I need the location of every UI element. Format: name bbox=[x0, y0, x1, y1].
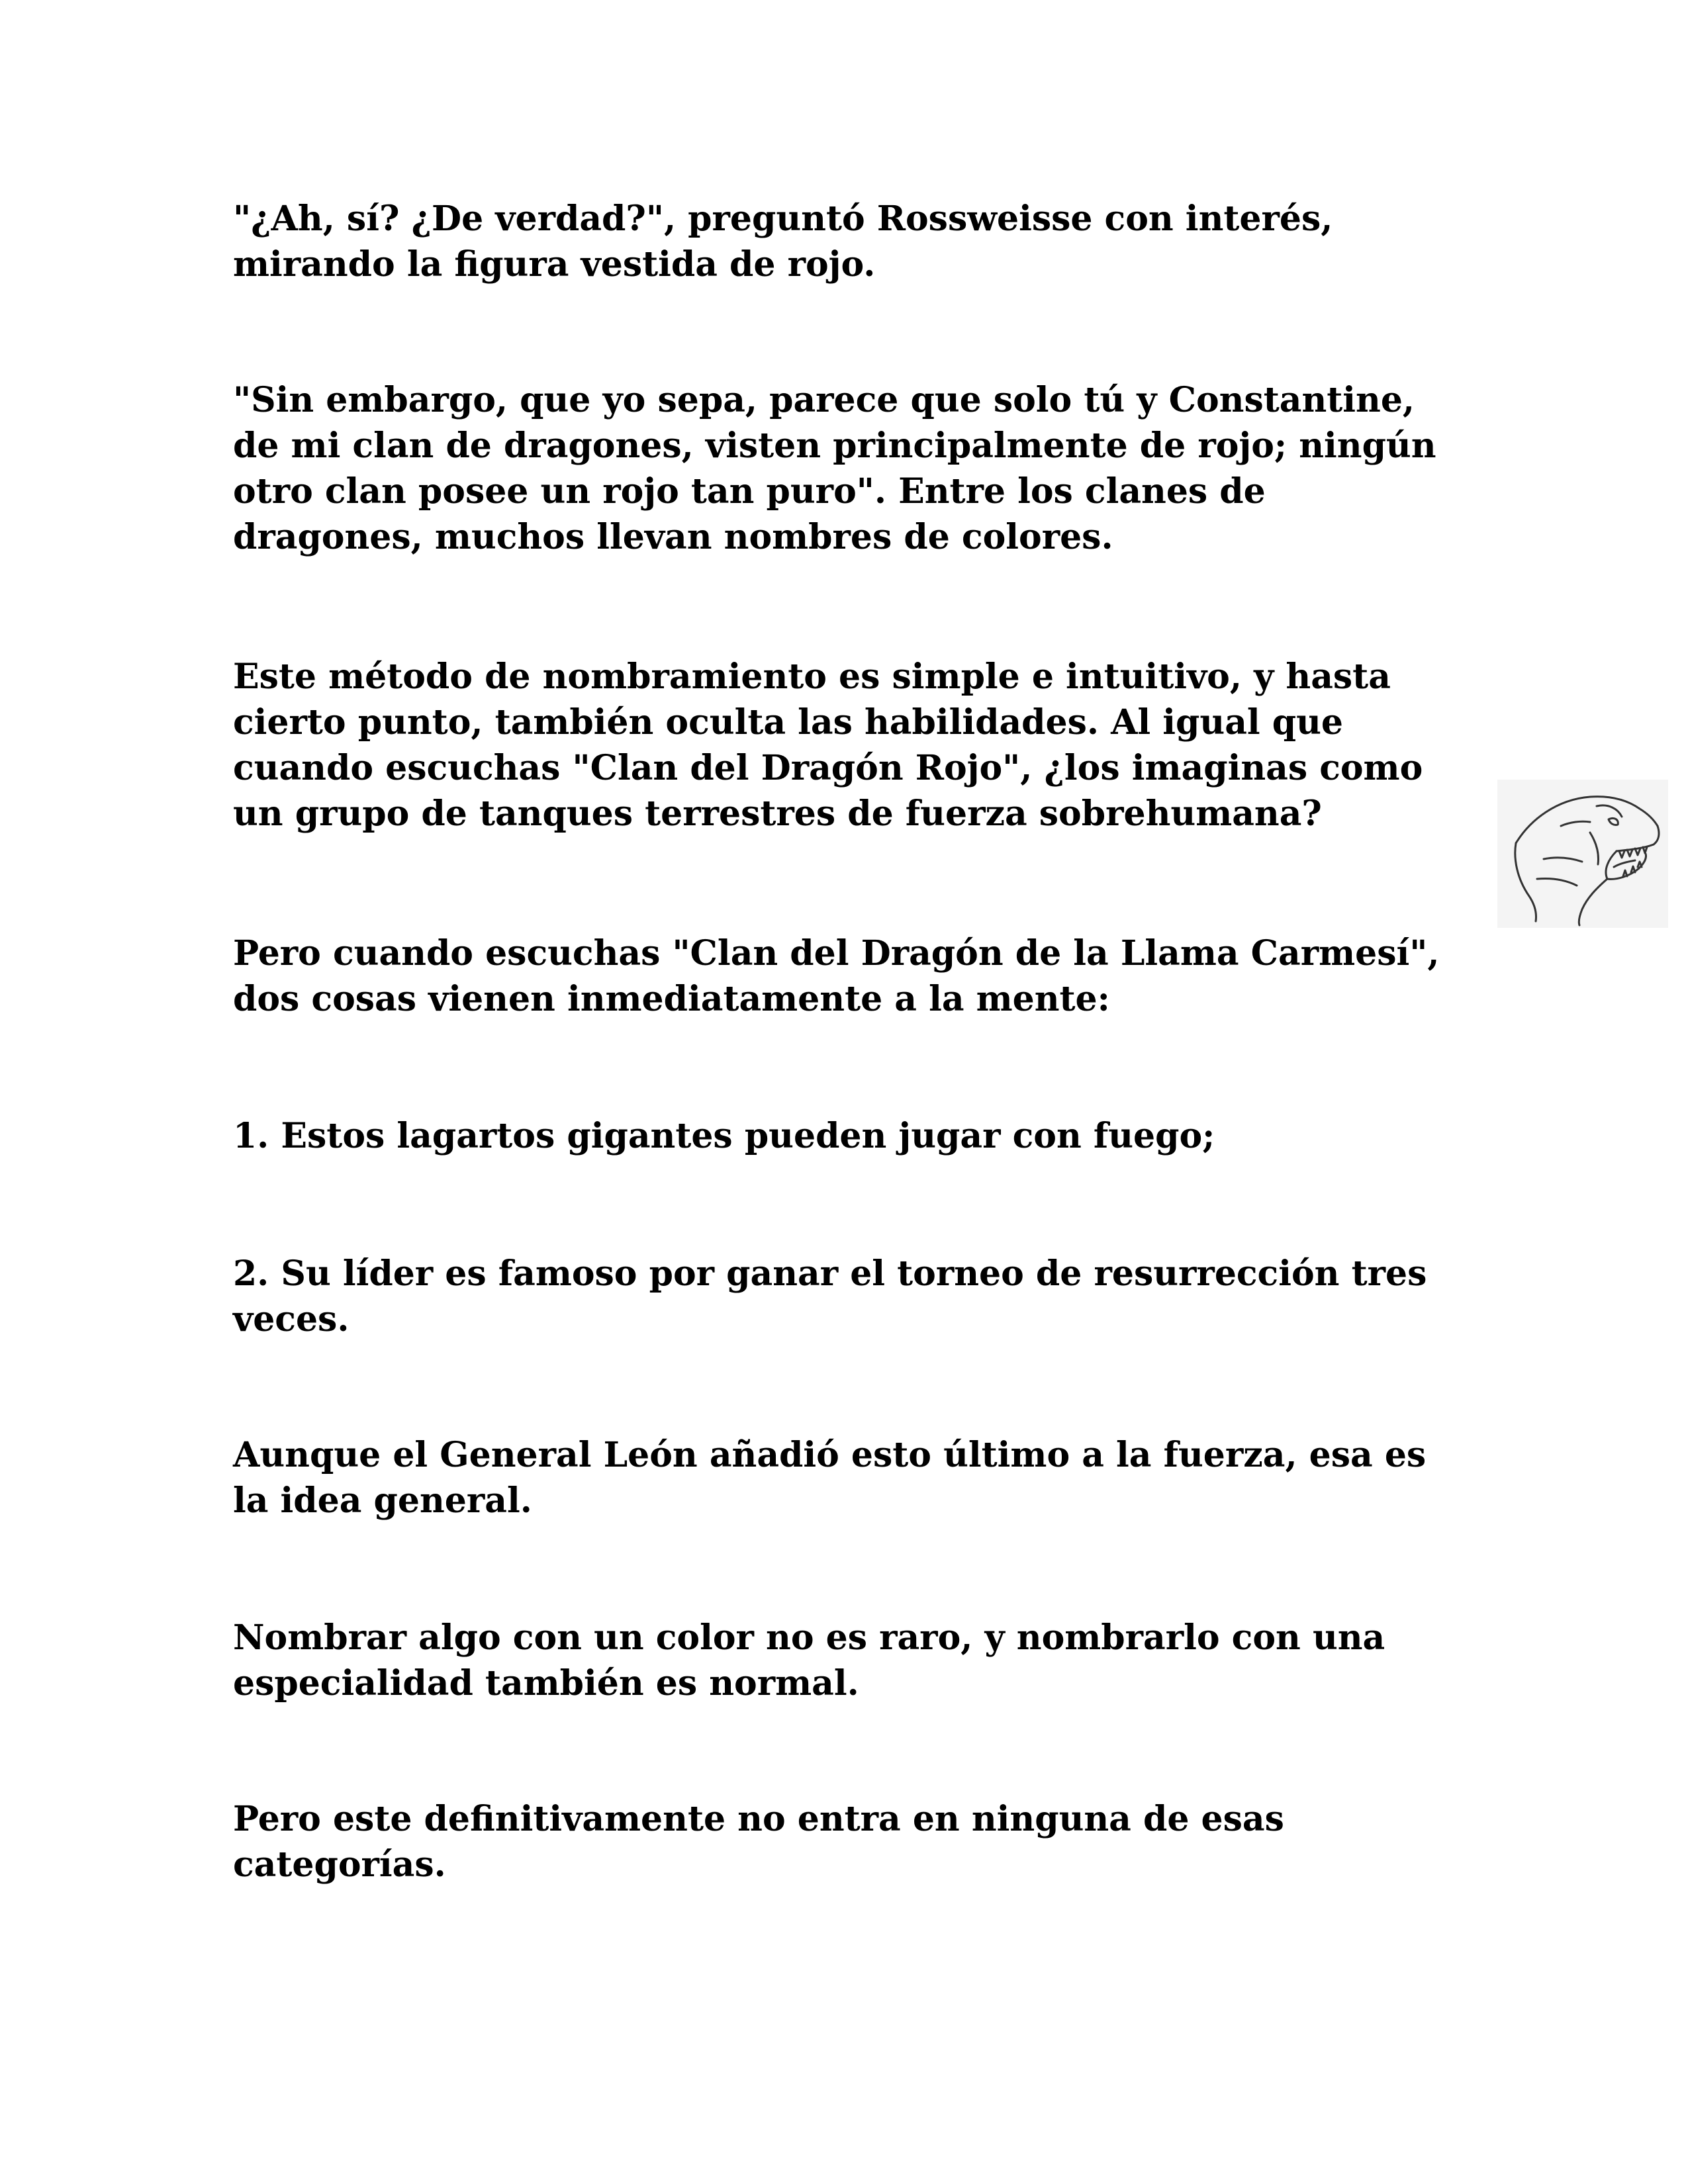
paragraph-7: Aunque el General León añadió esto último a la fuerza, esa es la idea general. bbox=[233, 1435, 1427, 1521]
paragraph-9: Pero este definitivamente no entra en ninguna de esas categorías. bbox=[233, 1799, 1284, 1885]
paragraph-4: Pero cuando escuchas "Clan del Dragón de la Llama Carmesí", dos cosas vienen inmediatamente a la mente: bbox=[233, 933, 1440, 1019]
dinosaur-sketch-icon bbox=[1497, 780, 1668, 928]
paragraph-2: "Sin embargo, que yo sepa, parece que solo tú y Constantine, de mi clan de dragones, visten principalmente de rojo; ningún otro clan posee un rojo tan puro". Entre los clanes de dragones, muchos llevan nombres de colores. bbox=[233, 380, 1436, 557]
paragraph-3: Este método de nombramiento es simple e intuitivo, y hasta cierto punto, también oculta las habilidades. Al igual que cuando escuchas "Clan del Dragón Rojo", ¿los imaginas como un grupo de tanques terrestres de fuerza sobrehumana? bbox=[233, 657, 1423, 834]
paragraph-8: Nombrar algo con un color no es raro, y nombrarlo con una especialidad también es normal. bbox=[233, 1617, 1385, 1704]
paragraph-1: "¿Ah, sí? ¿De verdad?", preguntó Rossweisse con interés, mirando la figura vestida de rojo. bbox=[233, 199, 1333, 285]
paragraph-5: 1. Estos lagartos gigantes pueden jugar con fuego; bbox=[233, 1116, 1215, 1156]
paragraph-6: 2. Su líder es famoso por ganar el torneo de resurrección tres veces. bbox=[233, 1253, 1427, 1340]
